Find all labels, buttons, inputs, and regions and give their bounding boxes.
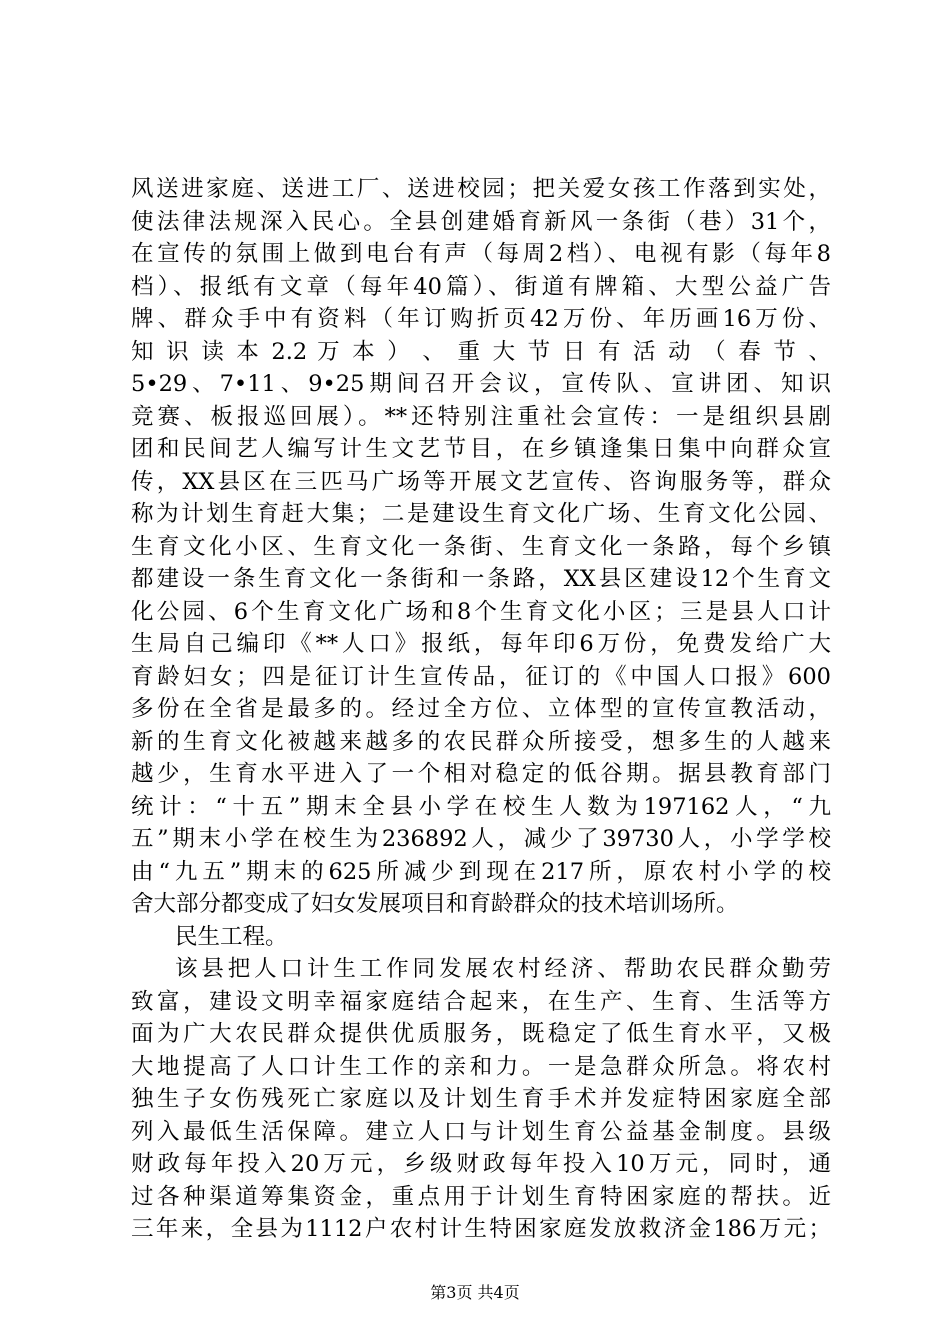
- text-line: 档）、报纸有文章（每年40篇）、街道有牌箱、大型公益广告: [131, 273, 831, 300]
- text-line: 育龄妇女；四是征订计生宣传品，征订的《中国人口报》600: [131, 663, 831, 690]
- text-line: 在宣传的氛围上做到电台有声（每周2档）、电视有影（每年8: [131, 241, 831, 267]
- text-line: 该县把人口计生工作同发展农村经济、帮助农民群众勤劳: [175, 956, 831, 982]
- text-line: 使法律法规深入民心。全县创建婚育新风一条街（巷）31个，: [131, 208, 831, 235]
- text-line: 团和民间艺人编写计生文艺节目，在乡镇逢集日集中向群众宣: [131, 436, 831, 462]
- text-line: 生育文化小区、生育文化一条街、生育文化一条路，每个乡镇: [131, 533, 831, 560]
- text-line: 独生子女伤残死亡家庭以及计划生育手术并发症特困家庭全部: [131, 1086, 831, 1112]
- text-line: 称为计划生育赶大集；二是建设生育文化广场、生育文化公园、: [131, 501, 831, 527]
- text-line: 大地提高了人口计生工作的亲和力。一是急群众所急。将农村: [131, 1053, 831, 1080]
- text-line: 五”期末小学在校生为236892人，减少了39730人，小学学校: [131, 826, 831, 852]
- page-number-label: 第3页 共4页: [430, 1283, 520, 1302]
- text-line: 传，XX县区在三匹马广场等开展文艺宣传、咨询服务等，群众: [131, 468, 831, 495]
- text-line: 5•29、7•11、9•25期间召开会议，宣传队、宣讲团、知识: [131, 371, 831, 397]
- page-footer: [0, 1283, 950, 1303]
- text-line: 面为广大农民群众提供优质服务，既稳定了低生育水平，又极: [131, 1021, 831, 1047]
- section-heading: 民生工程。: [175, 923, 288, 950]
- text-line: 牌、群众手中有资料（年订购折页42万份、年历画16万份、: [131, 306, 831, 332]
- text-line: 致富，建设文明幸福家庭结合起来，在生产、生育、生活等方: [131, 988, 831, 1015]
- text-line: 化公园、6个生育文化广场和8个生育文化小区；三是县人口计: [131, 598, 831, 625]
- text-line: 三年来，全县为1112户农村计生特困家庭发放救济金186万元；: [131, 1216, 831, 1242]
- text-line: 风送进家庭、送进工厂、送进校园；把关爱女孩工作落到实处，: [131, 176, 831, 202]
- text-line: 由“九五”期末的625所减少到现在217所，原农村小学的校: [131, 858, 831, 885]
- text-line: 生局自己编印《**人口》报纸，每年印6万份，免费发给广大: [131, 631, 831, 657]
- text-line: 过各种渠道筹集资金，重点用于计划生育特困家庭的帮扶。近: [131, 1183, 831, 1210]
- text-line: 统计：“十五”期末全县小学在校生人数为197162人，“九: [131, 793, 831, 820]
- text-line: 都建设一条生育文化一条街和一条路，XX县区建设12个生育文: [131, 566, 831, 592]
- body-text: [131, 173, 831, 1246]
- text-line: 多份在全省是最多的。经过全方位、立体型的宣传宣教活动，: [131, 696, 831, 722]
- text-line: 新的生育文化被越来越多的农民群众所接受，想多生的人越来: [131, 728, 831, 755]
- text-line: 列入最低生活保障。建立人口与计划生育公益基金制度。县级: [131, 1118, 831, 1145]
- text-line: 财政每年投入20万元，乡级财政每年投入10万元，同时，通: [131, 1151, 831, 1177]
- text-line: 越少，生育水平进入了一个相对稳定的低谷期。据县教育部门: [131, 761, 831, 787]
- text-line: 竞赛、板报巡回展）。**还特别注重社会宣传：一是组织县剧: [131, 403, 831, 430]
- text-line: 舍大部分都变成了妇女发展项目和育龄群众的技术培训场所。: [131, 891, 739, 917]
- text-line: 知 识 读 本 2.2 万 本 ） 、 重 大 节 日 有 活 动 （ 春 节 、: [131, 338, 831, 365]
